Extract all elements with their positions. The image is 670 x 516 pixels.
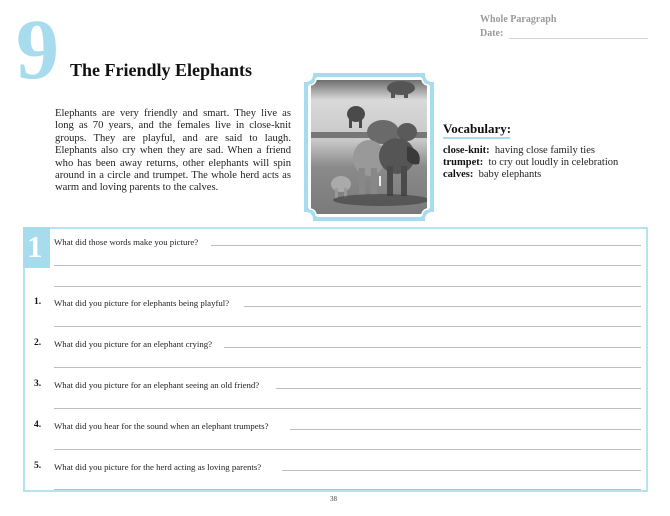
answer-line[interactable] [54, 326, 641, 327]
answer-line[interactable] [244, 306, 641, 307]
answer-line[interactable] [211, 245, 641, 246]
question-number: 1. [34, 297, 42, 307]
section-badge-number: 1 [27, 229, 43, 264]
date-label: Date: [480, 28, 504, 39]
question-number: 3. [34, 379, 42, 389]
page-title: The Friendly Elephants [70, 60, 253, 80]
vocab-item [443, 157, 618, 169]
question-text: What did you picture for the herd acting as loving parents? [54, 462, 262, 472]
reading-passage: Elephants are very friendly and smart. They live as long as 70 years, and the females live in close-knit groups. They are playful, and are said to laugh. Elephants also cry when they are sad. When a friend who has been away returns, other elephants will spin around in a circle and trumpet. The whole herd acts as warm and loving parents to the calves. [55, 108, 291, 194]
lesson-number: 9 [16, 1, 59, 97]
vocab-term: close-knit: [443, 145, 490, 156]
section-badge [23, 227, 50, 268]
answer-line[interactable] [276, 388, 641, 389]
answer-line[interactable] [224, 347, 641, 348]
questions-box [23, 227, 648, 492]
worksheet-type-label: Whole Paragraph [480, 14, 557, 25]
answer-line[interactable] [54, 449, 641, 450]
vocab-item [443, 145, 618, 157]
intro-question: What did those words make you picture? [54, 237, 199, 247]
vocab-definition: having close family ties [494, 145, 595, 156]
answer-line[interactable] [54, 408, 641, 409]
question-text: What did you picture for an elephant crying? [54, 339, 213, 349]
question-number: 5. [34, 461, 42, 471]
elephant-photo-frame [303, 72, 435, 222]
vocabulary-heading: Vocabulary: [443, 121, 512, 136]
vocab-definition: baby elephants [478, 169, 542, 181]
vocab-term: calves: [443, 169, 474, 181]
question-text: What did you picture for an elephant seeing an old friend? [54, 380, 260, 390]
vocabulary-underline [443, 137, 510, 139]
answer-line[interactable] [290, 429, 641, 430]
answer-line[interactable] [54, 265, 641, 266]
question-text: What did you hear for the sound when an elephant trumpets? [54, 421, 269, 431]
decorative-frame-border [303, 72, 435, 222]
answer-line[interactable] [282, 470, 641, 471]
vocab-item [443, 169, 618, 181]
date-field[interactable] [509, 38, 648, 39]
vocab-term: trumpet: [443, 157, 484, 169]
answer-line[interactable] [54, 286, 641, 287]
answer-line[interactable] [54, 367, 641, 368]
answer-line[interactable] [54, 489, 641, 490]
question-number: 2. [34, 338, 42, 348]
page-number: 38 [330, 495, 337, 503]
vocabulary-list [443, 145, 618, 182]
question-text: What did you picture for elephants being playful? [54, 298, 230, 308]
vocab-definition: to cry out loudly in celebration [488, 157, 619, 169]
question-number: 4. [34, 420, 42, 430]
